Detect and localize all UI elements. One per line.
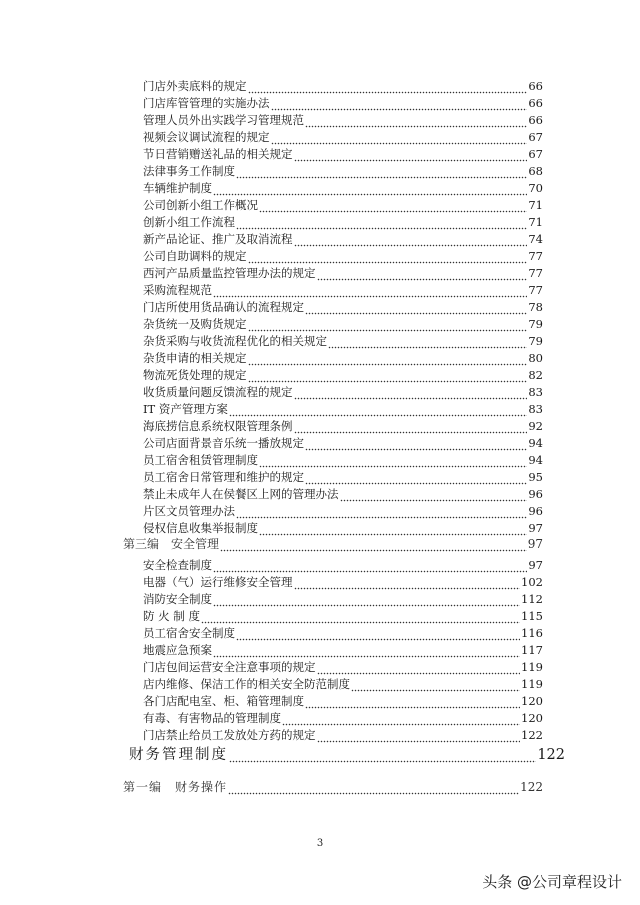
toc-entry: 视频会议调试流程的规定 67 [143, 130, 543, 144]
toc-section-heading: 第三编 安全管理 97 [123, 537, 543, 551]
dot-leader [259, 201, 527, 213]
dot-leader [271, 99, 528, 111]
toc-entry: 员工宿舍安全制度 116 [143, 626, 543, 640]
dot-leader [236, 629, 520, 641]
toc-entry: 节日营销赠送礼品的相关规定 67 [143, 147, 543, 161]
dot-leader [213, 561, 527, 573]
toc-entry: 安全检查制度 97 [143, 558, 543, 572]
dot-leader [213, 286, 527, 298]
dot-leader [248, 82, 528, 94]
toc-entry: 海底捞信息系统权限管理条例 92 [143, 419, 543, 433]
toc-entry: 地震应急预案 117 [143, 643, 543, 657]
dot-leader [213, 646, 520, 658]
dot-leader [305, 697, 520, 709]
dot-leader [271, 133, 528, 145]
toc-entry: 收货质量问题反馈流程的规定 83 [143, 385, 543, 399]
toc-entry: IT 资产管理方案 83 [143, 402, 543, 416]
toc-entry: 门店所使用货品确认的流程规定 78 [143, 300, 543, 314]
toc-entry: 防 火 制 度 115 [143, 609, 543, 623]
toc-entry: 创新小组工作流程 71 [143, 215, 543, 229]
toc-entry: 消防安全制度 112 [143, 592, 543, 606]
dot-leader [317, 269, 528, 281]
page-number: 3 [316, 838, 324, 849]
dot-leader [228, 783, 519, 795]
dot-leader [248, 371, 528, 383]
dot-leader [213, 595, 520, 607]
dot-leader [294, 388, 528, 400]
dot-leader [248, 252, 528, 264]
toc-part-heading: 财务管理制度 122 [129, 747, 565, 763]
toc-entry: 采购流程规范 77 [143, 283, 543, 297]
dot-leader [236, 167, 527, 179]
toc-entry: 西河产品质量监控管理办法的规定 77 [143, 266, 543, 280]
dot-leader [229, 750, 536, 763]
toc-entry: 公司店面背景音乐统一播放规定 94 [143, 436, 543, 450]
dot-leader [294, 422, 528, 434]
dot-leader [305, 116, 527, 128]
dot-leader [305, 439, 527, 451]
watermark: 头条 @公司章程设计 [482, 873, 622, 891]
toc-entry: 公司自助调料的规定 77 [143, 249, 543, 263]
dot-leader [259, 456, 527, 468]
dot-leader [340, 490, 528, 502]
dot-leader [282, 714, 520, 726]
dot-leader [317, 663, 521, 675]
dot-leader [236, 218, 527, 230]
dot-leader [213, 184, 527, 196]
dot-leader [328, 337, 527, 349]
dot-leader [294, 150, 528, 162]
dot-leader [201, 612, 520, 624]
dot-leader [259, 524, 527, 536]
toc-entry: 禁止未成年人在侯餐区上网的管理办法 96 [143, 487, 543, 501]
toc-entry: 杂货采购与收货流程优化的相关规定 79 [143, 334, 543, 348]
dot-leader [248, 354, 528, 366]
toc-entry: 有毒、有害物品的管理制度 120 [143, 711, 543, 725]
dot-leader [220, 540, 527, 552]
toc-entry: 车辆维护制度 70 [143, 181, 543, 195]
toc-entry: 法律事务工作制度 68 [143, 164, 543, 178]
toc-section-heading: 第一编 财务操作 122 [123, 780, 543, 794]
toc-entry: 各门店配电室、柜、箱管理制度 120 [143, 694, 543, 708]
toc-entry: 门店禁止给员工发放处方药的规定 122 [143, 728, 543, 742]
dot-leader [248, 320, 528, 332]
toc-entry: 门店库管管理的实施办法 66 [143, 96, 543, 110]
dot-leader [294, 235, 528, 247]
toc-entry: 管理人员外出实践学习管理规范 66 [143, 113, 543, 127]
toc-entry: 公司创新小组工作概况 71 [143, 198, 543, 212]
toc-entry: 片区文员管理办法 96 [143, 504, 543, 518]
dot-leader [294, 578, 521, 590]
dot-leader [305, 303, 527, 315]
dot-leader [236, 507, 527, 519]
toc-entry: 店内维修、保洁工作的相关安全防范制度 119 [143, 677, 543, 691]
toc-entry: 门店包间运营安全注意事项的规定 119 [143, 660, 543, 674]
toc-entry: 杂货统一及购货规定 79 [143, 317, 543, 331]
toc-entry: 门店外卖底料的规定 66 [143, 79, 543, 93]
toc-entry: 员工宿舍租赁管理制度 94 [143, 453, 543, 467]
toc-entry: 员工宿舍日常管理和维护的规定 95 [143, 470, 543, 484]
toc-entry: 侵权信息收集举报制度 97 [143, 521, 543, 535]
dot-leader [229, 405, 527, 417]
toc-entry: 新产品论证、推广及取消流程 74 [143, 232, 543, 246]
dot-leader [351, 680, 520, 692]
dot-leader [305, 473, 527, 485]
toc-entry: 杂货申请的相关规定 80 [143, 351, 543, 365]
dot-leader [317, 731, 521, 743]
toc-entry: 电器（气）运行维修安全管理 102 [143, 575, 543, 589]
toc-entry: 物流死货处理的规定 82 [143, 368, 543, 382]
